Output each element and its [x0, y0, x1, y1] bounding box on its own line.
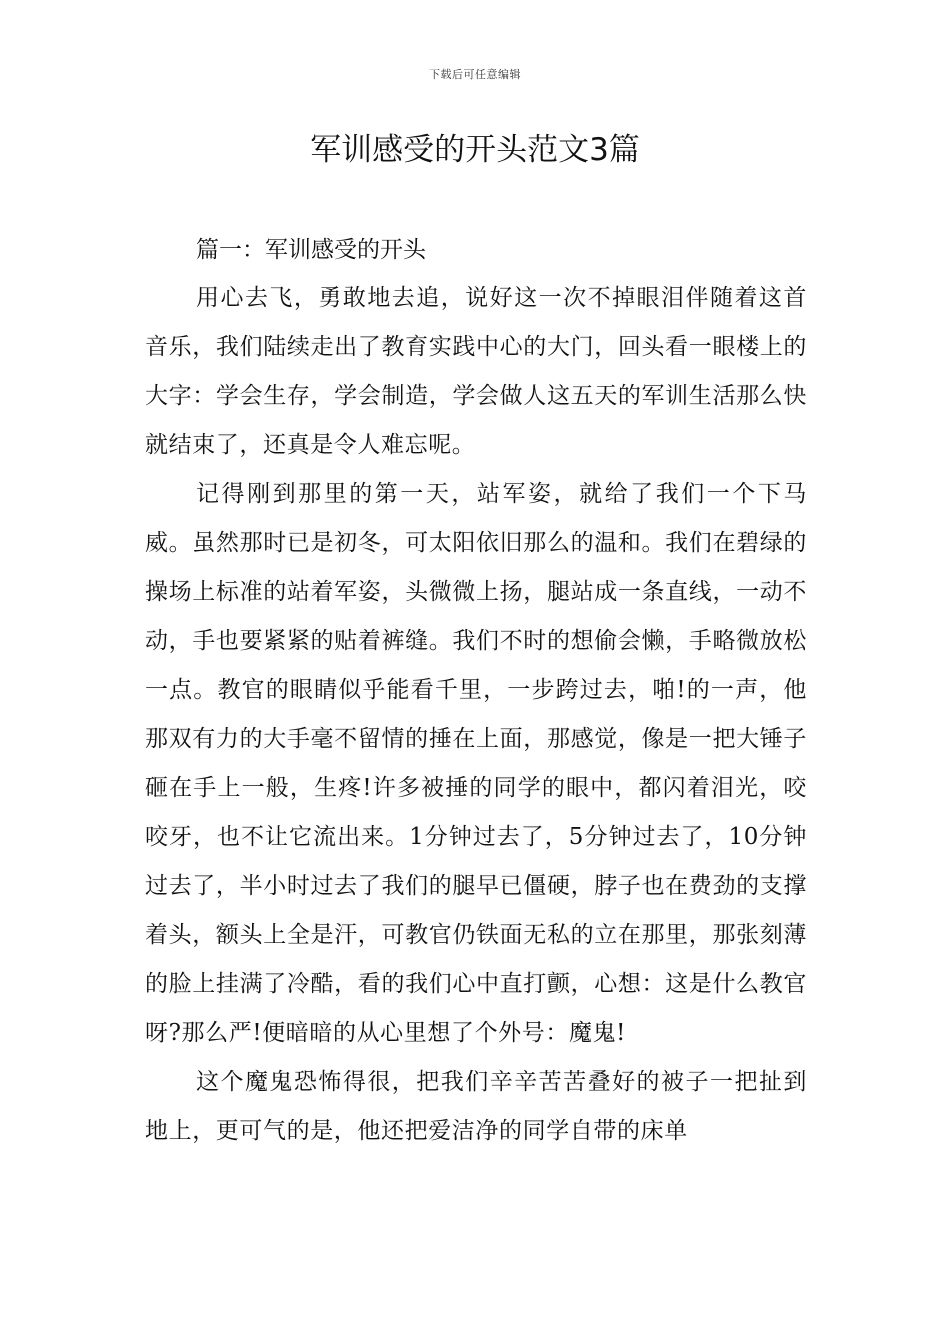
document-body: [145, 226, 807, 1156]
header-note: 下载后可任意编辑: [429, 68, 521, 81]
document-title: 军训感受的开头范文3篇: [310, 132, 640, 168]
paragraph-2: 记得刚到那里的第一天，站军姿，就给了我们一个下马威。虽然那时已是初冬，可太阳依旧那么的温和。我们在碧绿的操场上标准的站着军姿，头微微上扬，腿站成一条直线，一动不动，手也要紧紧的贴着裤缝。我们不时的想偷会懒，手略微放松一点。教官的眼睛似乎能看千里，一步跨过去，啪!的一声，他那双有力的大手毫不留情的捶在上面，那感觉，像是一把大锤子砸在手上一般，生疼!许多被捶的同学的眼中，都闪着泪光，咬咬牙，也不让它流出来。1分钟过去了，5分钟过去了，10分钟过去了，半小时过去了我们的腿早已僵硬，脖子也在费劲的支撑着头，额头上全是汗，可教官仍铁面无私的立在那里，那张刻薄的脸上挂满了冷酷，看的我们心中直打颤，心想：这是什么教官呀?那么严!便暗暗的从心里想了个外号：魔鬼!: [145, 481, 807, 1046]
paragraph-3: 这个魔鬼恐怖得很，把我们辛辛苦苦叠好的被子一把扯到地上，更可气的是，他还把爱洁净的同学自带的床单: [145, 1069, 807, 1144]
paragraph-1: 用心去飞，勇敢地去追，说好这一次不掉眼泪伴随着这首音乐，我们陆续走出了教育实践中心的大门，回头看一眼楼上的大字：学会生存，学会制造，学会做人这五天的军训生活那么快就结束了，还真是令人难忘呢。: [145, 285, 807, 458]
section-heading: 篇一：军训感受的开头: [196, 237, 426, 263]
